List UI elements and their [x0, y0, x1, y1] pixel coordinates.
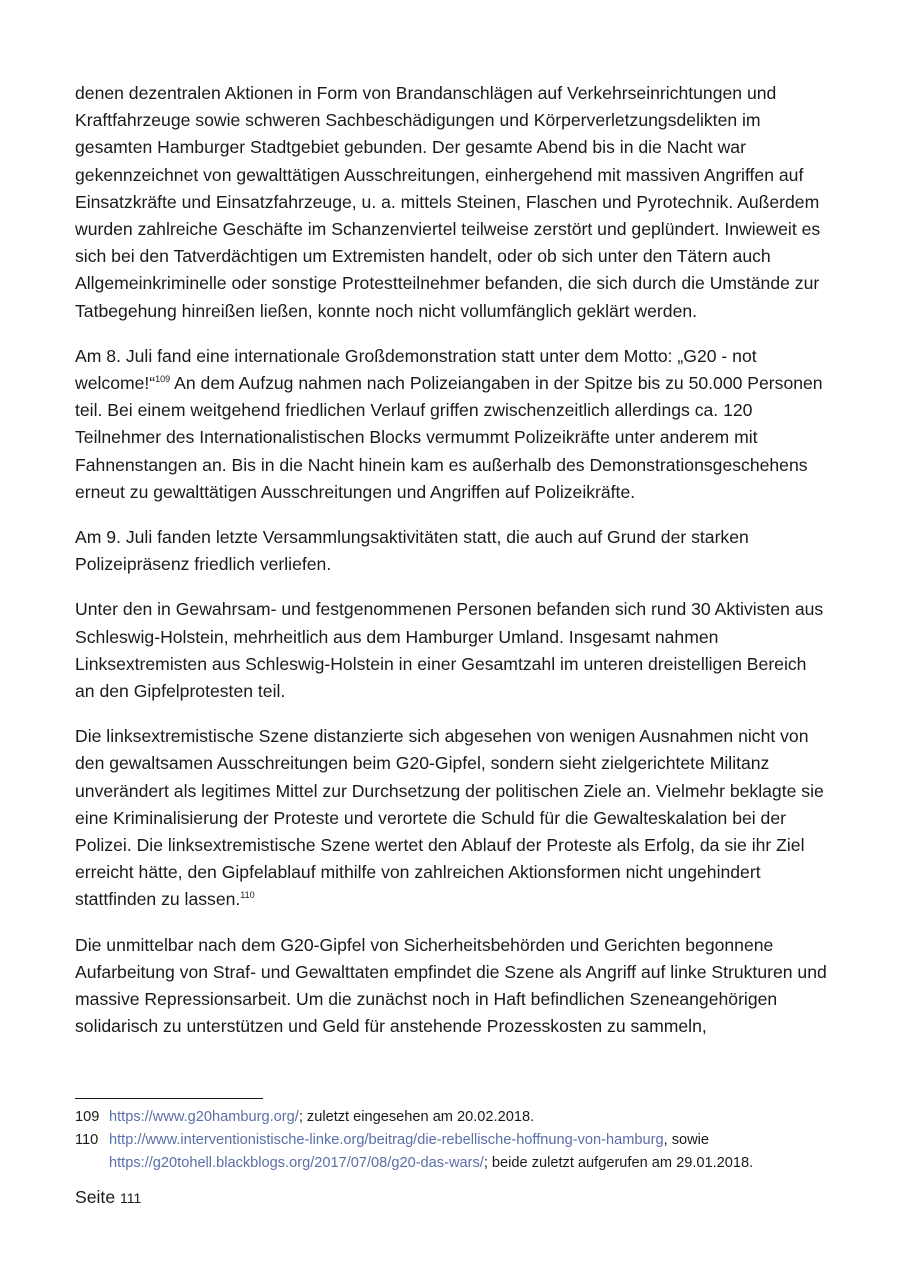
footnote-number: 109 — [75, 1109, 100, 1125]
footnotes — [75, 1106, 827, 1175]
paragraph-text: Die linksextremistische Szene distanzierte sich abgesehen von wenigen Ausnahmen nicht von den gewaltsamen Ausschreitungen beim G20-Gipfel, sondern sieht zielgerichtete Militanz unverändert als legitimes Mittel zur Durchsetzung der politischen Ziele an. Vielmehr beklagte sie eine Kriminalisierung der Proteste und verortete die Schuld für die Gewalteskalation bei der Polizei. Die linksextremistische Szene wertet den Ablauf der Proteste als Erfolg, da sie ihr Ziel erreicht hätte, den Gipfelablauf mithilfe von zahlreichen Aktionsformen nicht ungehindert stattfinden zu lassen. — [75, 726, 824, 910]
page-label: Seite — [75, 1187, 116, 1207]
paragraph: denen dezentralen Aktionen in Form von Brandanschlägen auf Verkehrseinrichtungen und Kraftfahrzeuge sowie schweren Sachbeschädigungen und Körperverletzungsdelikten im gesamten Hamburger Stadtgebiet gebunden. Der gesamte Abend bis in die Nacht war gekennzeichnet von gewalttätigen Ausschreitungen, einhergehend mit massiven Angriffen auf Einsatzkräfte und Einsatzfahrzeuge, u. a. mittels Steinen, Flaschen und Pyrotechnik. Außerdem wurden zahlreiche Geschäfte im Schanzenviertel teilweise zerstört und geplündert. Inwieweit es sich bei den Tatverdächtigen um Extremisten handelt, oder ob sich unter den Tätern auch Allgemeinkriminelle oder sonstige Protestteilnehmer befanden, die sich durch die Umstände zur Tatbegehung hinreißen ließen, konnte noch nicht vollumfänglich geklärt werden. — [75, 83, 821, 321]
footnote-link[interactable]: https://www.g20hamburg.org/ — [109, 1109, 299, 1125]
footnote — [75, 1129, 827, 1175]
paragraph: Die unmittelbar nach dem G20-Gipfel von Sicherheitsbehörden und Gerichten begonnene Aufarbeitung von Straf- und Gewalttaten empfindet die Szene als Angriff auf linke Strukturen und massive Repressionsarbeit. Um die zunächst noch in Haft befindlichen Szeneangehörigen solidarisch zu unterstützen und Geld für anstehende Prozesskosten zu sammeln, — [75, 934, 827, 1037]
paragraph-text: Am 8. Juli fand eine internationale Großdemonstration statt unter dem Motto: „G20 - not welcome!“ — [75, 345, 757, 394]
footnote — [75, 1106, 827, 1129]
footnote-text — [109, 1106, 827, 1129]
paragraph — [75, 343, 827, 506]
footnote-note: ; beide zuletzt aufgerufen am 29.01.2018. — [483, 1155, 754, 1171]
footnote-link[interactable]: https://g20tohell.blackblogs.org/2017/07/08/g20-das-wars/ — [109, 1155, 484, 1171]
paragraph — [75, 723, 827, 913]
footnote-reference[interactable]: 110 — [240, 890, 255, 901]
body-text — [75, 80, 827, 1059]
footnote-reference[interactable]: 109 — [155, 374, 171, 385]
page-number-value: 111 — [120, 1190, 142, 1206]
paragraph: Am 9. Juli fanden letzte Versammlungsaktivitäten statt, die auch auf Grund der starken Polizeipräsenz friedlich verliefen. — [75, 527, 749, 575]
footnote-note: , sowie — [663, 1132, 710, 1148]
paragraph-text: An dem Aufzug nahmen nach Polizeiangaben in der Spitze bis zu 50.000 Personen teil. Bei einem weitgehend friedlichen Verlauf griffen zwischenzeitlich allerdings ca. 120 Teilnehmer des Internationalistischen Blocks vermummt Polizeikräfte unter anderem mit Fahnenstangen an. Bis in die Nacht hinein kam es außerhalb des Demonstrationsgeschehens erneut zu gewalttätigen Ausschreitungen und Angriffen auf Polizeikräfte. — [75, 373, 823, 502]
page-number — [75, 1185, 141, 1210]
footnote-divider — [75, 1098, 263, 1099]
footnote-note: ; zuletzt eingesehen am 20.02.2018. — [298, 1109, 535, 1125]
paragraph: Unter den in Gewahrsam- und festgenommenen Personen befanden sich rund 30 Aktivisten aus Schleswig-Holstein, mehrheitlich aus dem Hamburger Umland. Insgesamt nahmen Linksextremisten aus Schleswig-Holstein in einer Gesamtzahl im unteren dreistelligen Bereich an den Gipfelprotesten teil. — [75, 599, 824, 702]
footnote-link[interactable]: http://www.interventionistische-linke.org/beitrag/die-rebellische-hoffnung-von-hamburg — [109, 1132, 664, 1148]
footnote-text — [109, 1129, 827, 1175]
footnote-number: 110 — [75, 1132, 99, 1148]
